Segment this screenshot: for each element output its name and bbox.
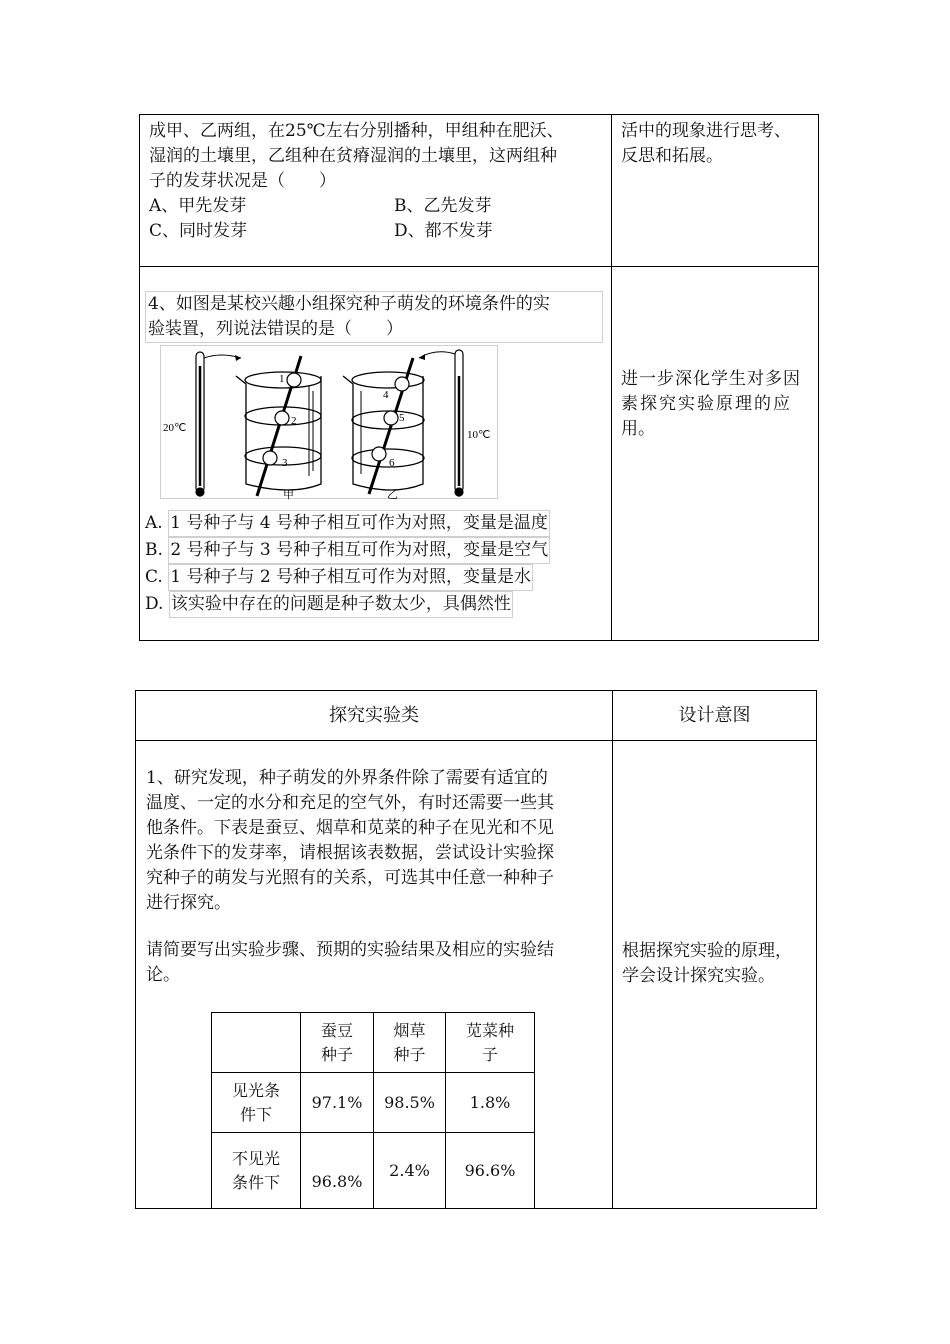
table-cell: 97.1%: [301, 1073, 374, 1133]
temp-right-label: 10℃: [467, 429, 491, 441]
seed-6-label: 6: [389, 457, 395, 469]
experiment-figure: [160, 345, 498, 499]
q3-options-row-1: [149, 194, 611, 219]
seed-1-label: 1: [279, 373, 285, 385]
q4-option-d: D. 该实验中存在的问题是种子数太少，具偶然性: [145, 591, 611, 618]
design-intent-cell-2: [612, 267, 819, 641]
beaker-diagram: [161, 346, 499, 500]
q4-line-1: 4、如图是某校兴趣小组探究种子萌发的环境条件的实: [148, 294, 550, 314]
eq-line-6: 进行探究。: [146, 893, 231, 913]
q4-options: [145, 510, 611, 618]
q3-options-row-2: [149, 219, 611, 244]
q4-stem: [145, 291, 603, 343]
label-yi: 乙: [387, 489, 398, 500]
table-cell: 1.8%: [446, 1073, 535, 1133]
eq-line-3: 他条件。下表是蚕豆、烟草和苋菜的种子在见光和不见: [146, 818, 554, 838]
q3-option-c: C、同时发芽: [149, 221, 248, 241]
label-jia: 甲: [283, 489, 294, 500]
row-label-light: 见光条 件下: [212, 1073, 301, 1133]
q4-option-b: B. 2 号种子与 3 号种子相互可作为对照，变量是空气: [145, 537, 611, 564]
seed-5-label: 5: [399, 412, 405, 424]
eq-line-4: 光条件下的发芽率，请根据该表数据，尝试设计实验探: [146, 843, 554, 863]
q3-option-d: D、都不发芽: [394, 221, 493, 241]
q3-option-a: A、甲先发芽: [149, 196, 247, 216]
q4-option-c: C. 1 号种子与 2 号种子相互可作为对照，变量是水: [145, 564, 611, 591]
q4-line-2: 验装置，列说法错误的是（ ）: [148, 319, 403, 339]
q4-option-a: A. 1 号种子与 4 号种子相互可作为对照，变量是温度: [145, 510, 611, 537]
seed-2-label: 2: [291, 415, 297, 427]
q3-line-2: 湿润的土壤里，乙组种在贫瘠湿润的土壤里，这两组种: [149, 146, 557, 166]
temp-left-label: 20℃: [163, 422, 187, 434]
eq-line-7: 请简要写出实验步骤、预期的实验结果及相应的实验结: [146, 940, 554, 960]
intent-2-line-1: 进一步深化学生对多因: [621, 369, 801, 389]
q3-option-b: B、乙先发芽: [394, 196, 492, 216]
table-cell: 98.5%: [374, 1073, 446, 1133]
col-header-broad-bean: 蚕豆 种子: [301, 1013, 374, 1073]
question-3-cell: [140, 115, 612, 267]
seed-3-label: 3: [282, 457, 288, 469]
table-cell: 2.4%: [374, 1133, 446, 1209]
col-header-amaranth: 苋菜种 子: [446, 1013, 535, 1073]
q3-line-1: 成甲、乙两组，在25℃左右分别播种，甲组种在肥沃、: [149, 121, 564, 141]
eq-line-8: 论。: [146, 965, 180, 985]
right-thermometer-icon: [455, 350, 463, 496]
germination-rate-table: [211, 1012, 535, 1209]
col-header-tobacco: 烟草 种子: [374, 1013, 446, 1073]
eq-line-5: 究种子的萌发与光照有的关系，可选其中任意一种种子: [146, 868, 554, 888]
intent-1-line-2: 反思和拓展。: [621, 146, 723, 166]
table-cell: 96.6%: [446, 1133, 535, 1209]
design-intent-cell-3: [613, 741, 817, 1209]
intent-3-line-2: 学会设计探究实验。: [622, 966, 775, 986]
intent-2-line-2: 素探究实验原理的应: [621, 394, 792, 414]
header-design-intent: 设计意图: [613, 691, 817, 741]
table-cell: 96.8%: [301, 1133, 374, 1209]
eq-line-1: 1、研究发现，种子萌发的外界条件除了需要有适宜的: [146, 768, 548, 788]
corner-cell: [212, 1013, 301, 1073]
seed-4-label: 4: [383, 389, 389, 401]
q3-line-3: 子的发芽状况是（ ）: [149, 171, 336, 191]
left-thermometer-icon: [196, 352, 204, 496]
intent-3-line-1: 根据探究实验的原理，: [622, 941, 792, 961]
beaker-yi: [343, 358, 424, 494]
row-label-dark: 不见光 条件下: [212, 1133, 301, 1209]
design-intent-cell-1: [612, 115, 819, 267]
eq-line-2: 温度、一定的水分和充足的空气外，有时还需要一些其: [146, 793, 554, 813]
header-experiment-type: 探究实验类: [136, 691, 613, 741]
intent-1-line-1: 活中的现象进行思考、: [621, 121, 791, 141]
intent-2-line-3: 用。: [621, 419, 655, 439]
